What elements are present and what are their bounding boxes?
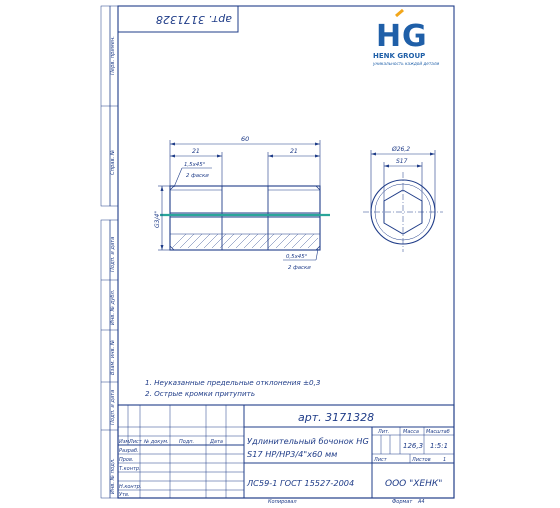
dim-outer-diameter: Ø26,2 xyxy=(392,146,411,153)
tb-header-scale: Масштаб xyxy=(426,429,450,435)
tb-mass-value: 126,3 xyxy=(403,442,424,450)
dim-chamfer-bottom-note: 2 фаски xyxy=(288,265,311,271)
note-1: 1. Неуказанные предельные отклонения ±0,3 xyxy=(145,378,321,387)
henk-group-logo xyxy=(372,10,440,66)
tb-col-dokum: № докум. xyxy=(144,439,169,445)
tb-name-line2: S17 НР/НР3/4"х60 мм xyxy=(247,449,338,459)
tb-role-prov: Пров. xyxy=(119,457,134,463)
dim-left-thread: 21 xyxy=(192,148,200,155)
strip-label-vzam: Взам. инв. № xyxy=(110,339,116,375)
tb-company: ООО "ХЕНК" xyxy=(385,479,443,489)
side-view xyxy=(154,135,330,271)
dim-thread-g34: G3/4" xyxy=(154,210,161,228)
footer-format-value: А4 xyxy=(418,499,425,504)
logo-mark-h: H xyxy=(376,19,402,54)
end-view xyxy=(363,146,443,252)
logo-tagline: уникальность каждой детали xyxy=(373,61,440,66)
top-article-text: арт. 3171328 xyxy=(155,13,232,26)
dim-overall-length: 60 xyxy=(241,135,250,143)
strip-label-podp2: Подп. и дата xyxy=(110,389,116,425)
tb-name-line1: Удлинительный бочонок HG xyxy=(247,436,369,446)
footer-format: Формат xyxy=(392,499,413,504)
dim-chamfer-bottom: 0,5х45° xyxy=(286,254,308,260)
tb-col-izm: Изм. xyxy=(119,439,131,445)
tb-role-utv: Утв. xyxy=(119,492,130,498)
note-2: 2. Острые кромки притупить xyxy=(145,389,256,398)
dim-hex-size: S17 xyxy=(396,158,408,165)
logo-company: HENK GROUP xyxy=(373,52,426,60)
strip-label-sprav: Справ. № xyxy=(110,149,116,175)
tb-role-razrab: Разраб. xyxy=(119,448,139,454)
tb-col-data: Дата xyxy=(210,439,223,445)
left-strip-top xyxy=(101,6,118,206)
tb-header-mass: Масса xyxy=(403,429,419,435)
tb-header-lists: Листов xyxy=(412,457,431,463)
tb-col-podp: Подп. xyxy=(179,439,195,445)
top-article-stamp xyxy=(118,6,238,32)
tb-header-lit: Лит. xyxy=(378,429,390,435)
dim-right-thread: 21 xyxy=(290,148,298,155)
tb-header-list: Лист xyxy=(374,457,387,463)
tb-role-tkontr: Т.контр. xyxy=(119,466,141,472)
title-block xyxy=(118,405,454,498)
dim-chamfer-top: 1,5х45° xyxy=(184,162,206,168)
strip-label-dubl: Инв. № дубл. xyxy=(110,289,116,325)
tb-lists-count: 1 xyxy=(443,457,447,463)
tb-col-list: Лист xyxy=(129,439,142,445)
logo-mark-g: G xyxy=(402,19,427,54)
logo-accent-icon xyxy=(396,10,403,16)
footer-copied: Копировал xyxy=(268,499,297,504)
tb-role-nkontr: Н.контр. xyxy=(119,484,142,490)
strip-label-perv: Перв. примен. xyxy=(110,36,116,75)
strip-label-podl: Инв. № подл. xyxy=(110,458,116,494)
tb-material: ЛС59-1 ГОСТ 15527-2004 xyxy=(247,478,355,488)
dim-chamfer-top-note: 2 фаски xyxy=(186,173,209,179)
tb-scale-value: 1:5:1 xyxy=(430,442,449,450)
section-hatching xyxy=(170,234,320,248)
strip-label-podp1: Подп. и дата xyxy=(110,236,116,272)
left-strip-bottom xyxy=(101,220,118,498)
drawing-frame xyxy=(118,6,454,498)
tb-article: арт. 3171328 xyxy=(298,411,375,424)
